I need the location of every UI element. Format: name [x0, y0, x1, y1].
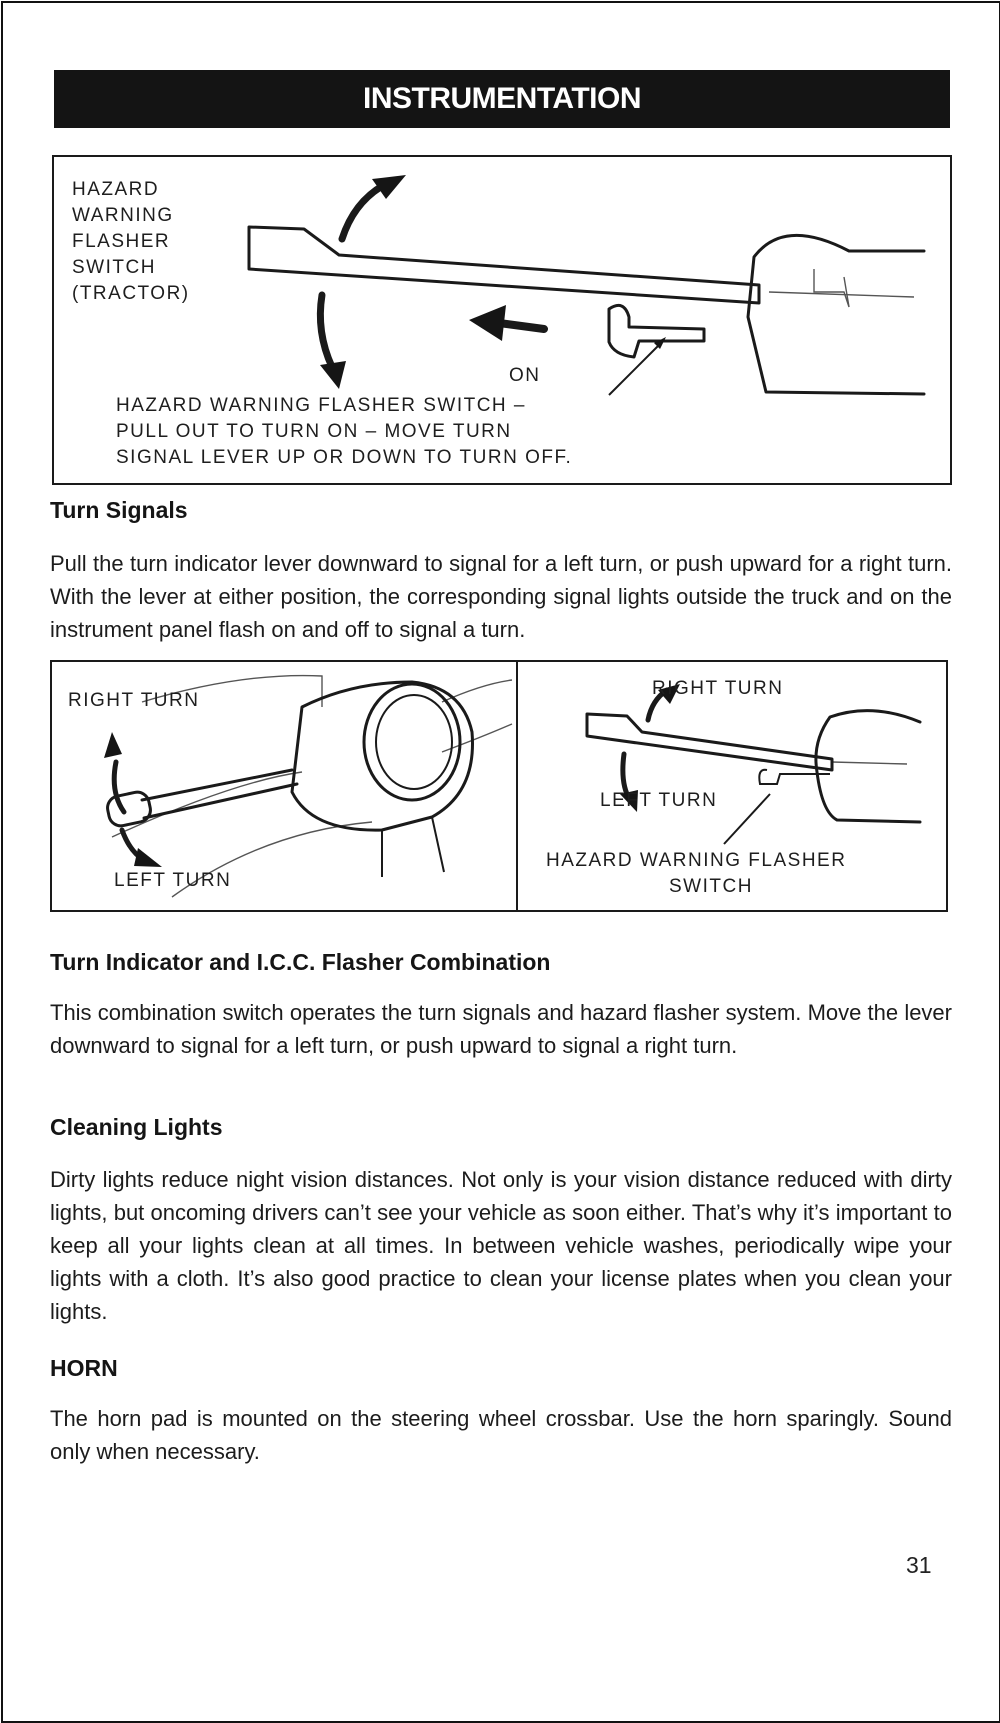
page-title: INSTRUMENTATION: [362, 82, 642, 115]
caption-line2: PULL OUT TO TURN ON – MOVE TURN: [116, 421, 512, 442]
section-header-bar: [54, 70, 950, 128]
figure-hazard-flasher-switch: [52, 155, 952, 485]
heading-cleaning-lights: Cleaning Lights: [50, 1114, 223, 1140]
label-hazard-tractor-line1: HAZARD: [72, 179, 160, 200]
paragraph-cleaning-lights: Dirty lights reduce night vision distances. Not only is your vision distance reduced with dirty lights, but oncoming drivers can’t see your vehicle as soon either. That’s why it’s important to keep all your lights clean at all times. In between vehicle washes, periodically wipe your lights with a cloth. It’s also good practice to clean your license plates when you clean your lights.: [50, 1167, 952, 1324]
paragraph-turn-signals: Pull the turn indicator lever downward to signal for a left turn, or push upward for a right turn. With the lever at either position, the corresponding signal lights outside the truck and on the instrument panel flash on and off to signal a turn.: [50, 551, 952, 642]
label-hazard-tractor-line3: FLASHER: [72, 231, 171, 252]
heading-turn-signals: Turn Signals: [50, 497, 188, 523]
arrow-down-icon: [320, 361, 346, 389]
paragraph-turn-indicator: This combination switch operates the turn signals and hazard flasher system. Move the lever downward to signal for a left turn, or push upward to signal a right turn.: [50, 1000, 952, 1058]
caption-line3: SIGNAL LEVER UP OR DOWN TO TURN OFF.: [116, 447, 573, 468]
turn-signal-lever: [249, 227, 759, 303]
arrow-left-turn-icon: [134, 848, 162, 867]
label-hazard-tractor-line4: SWITCH: [72, 257, 156, 278]
label-on: ON: [509, 365, 541, 386]
arrow-right-turn-icon: [104, 732, 122, 758]
label-right-turn-left: RIGHT TURN: [68, 690, 200, 711]
heading-turn-indicator: Turn Indicator and I.C.C. Flasher Combination: [50, 949, 551, 975]
steering-column-housing: [748, 235, 924, 394]
lever-side-view: [587, 684, 920, 844]
heading-horn: HORN: [50, 1355, 118, 1381]
caption-line1: HAZARD WARNING FLASHER SWITCH –: [116, 395, 526, 416]
label-hazard-switch-line1: HAZARD WARNING FLASHER: [546, 850, 847, 871]
label-hazard-tractor-line5: (TRACTOR): [72, 283, 190, 304]
arrow-left-icon: [469, 305, 506, 341]
label-hazard-tractor-line2: WARNING: [72, 205, 174, 226]
label-right-turn-right: RIGHT TURN: [652, 678, 784, 699]
paragraph-horn: The horn pad is mounted on the steering wheel crossbar. Use the horn sparingly. Sound only when necessary.: [50, 1406, 952, 1464]
label-left-turn-left: LEFT TURN: [114, 870, 232, 891]
figure-turn-signal-lever: [50, 660, 948, 912]
page-number: 31: [906, 1552, 932, 1578]
label-hazard-switch-line2: SWITCH: [669, 876, 753, 897]
label-left-turn-right: LEFT TURN: [600, 790, 718, 811]
flasher-knob: [609, 305, 704, 357]
column-hub: [292, 682, 473, 830]
